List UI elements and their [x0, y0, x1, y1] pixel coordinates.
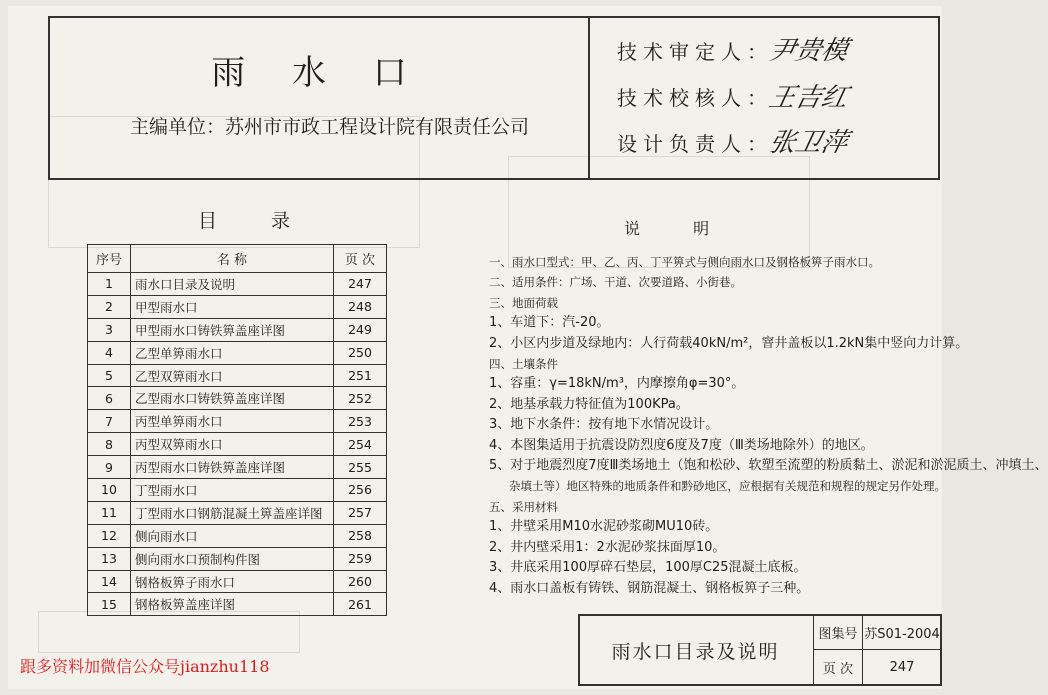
toc-row-no: 12 — [88, 524, 131, 547]
toc-row-page: 255 — [334, 456, 387, 479]
toc-row — [88, 364, 387, 387]
toc-row-name: 丁型雨水口钢筋混凝土箅盖座详图 — [131, 501, 334, 524]
bleed-through-grid — [38, 611, 300, 653]
toc-row-name: 侧向雨水口预制构件图 — [131, 547, 334, 570]
toc-row-page: 254 — [334, 433, 387, 456]
toc-col-no: 序号 — [88, 245, 131, 273]
toc-row-page: 260 — [334, 570, 387, 593]
toc-row-page: 261 — [334, 593, 387, 616]
toc-row-name: 乙型双箅雨水口 — [131, 364, 334, 387]
signature: 尹贵模 — [766, 36, 851, 66]
toc-row — [88, 524, 387, 547]
toc-row-name: 甲型雨水口 — [131, 295, 334, 318]
note-line: 1、车道下：汽-20。 — [489, 315, 610, 331]
signature: 张卫萍 — [766, 128, 851, 158]
toc-row — [88, 501, 387, 524]
toc-row — [88, 570, 387, 593]
toc-row-page: 258 — [334, 524, 387, 547]
title-block-name: 雨水口目录及说明 — [578, 614, 814, 686]
signoff-label: 技术审定人： — [617, 40, 773, 64]
toc-row-name: 钢格板箅子雨水口 — [131, 570, 334, 593]
signoff-label: 设计负责人： — [617, 132, 773, 156]
note-line: 2、地基承载力特征值为100KPa。 — [489, 396, 689, 412]
toc-col-page: 页 次 — [334, 245, 387, 273]
toc-row — [88, 547, 387, 570]
editor-unit: 主编单位：苏州市市政工程设计院有限责任公司 — [130, 116, 530, 138]
toc-row-page: 247 — [334, 273, 387, 296]
toc-row-name: 钢格板箅盖座详图 — [131, 593, 334, 616]
toc-row-name: 雨水口目录及说明 — [131, 273, 334, 296]
toc-row — [88, 387, 387, 410]
toc-row-page: 257 — [334, 501, 387, 524]
toc-row-name: 丙型双箅雨水口 — [131, 433, 334, 456]
signoff-row — [617, 82, 777, 111]
toc-row — [88, 456, 387, 479]
toc-row-name: 乙型单箅雨水口 — [131, 341, 334, 364]
note-line: 3、地下水条件：按有地下水情况设计。 — [489, 417, 719, 433]
note-line: 杂填土等）地区特殊的地质条件和黔砂地区，应根据有关规范和规程的规定另作处理。 — [509, 479, 946, 494]
toc-row — [88, 273, 387, 296]
note-line: 3、井底采用100厚碎石垫层，100厚C25混凝土底板。 — [489, 560, 807, 576]
notes-title: 说 明 — [624, 219, 734, 238]
toc-row-name: 丁型雨水口 — [131, 479, 334, 502]
signoff-row — [617, 36, 777, 65]
toc-row-name: 丙型单箅雨水口 — [131, 410, 334, 433]
toc-row-page: 253 — [334, 410, 387, 433]
note-line: 三、地面荷载 — [489, 295, 558, 310]
toc-row-page: 251 — [334, 364, 387, 387]
toc-row-no: 9 — [88, 456, 131, 479]
toc-row-no: 15 — [88, 593, 131, 616]
toc-row — [88, 433, 387, 456]
toc-row-page: 252 — [334, 387, 387, 410]
note-line: 二、适用条件：广场、干道、次要道路、小街巷。 — [489, 275, 742, 290]
note-line: 五、采用材料 — [489, 499, 558, 514]
toc-row-no: 8 — [88, 433, 131, 456]
toc-row-page: 249 — [334, 318, 387, 341]
toc-row-no: 11 — [88, 501, 131, 524]
toc-row-no: 13 — [88, 547, 131, 570]
toc-row-no: 7 — [88, 410, 131, 433]
toc-row-no: 6 — [88, 387, 131, 410]
toc-row — [88, 479, 387, 502]
toc-row-page: 248 — [334, 295, 387, 318]
toc-row-no: 14 — [88, 570, 131, 593]
note-line: 1、容重：γ=18kN/m³，内摩擦角φ=30°。 — [489, 376, 745, 392]
signature: 王吉红 — [766, 83, 851, 113]
toc-header-row — [88, 245, 387, 273]
note-line: 4、雨水口盖板有铸铁、钢筋混凝土、钢格板箅子三种。 — [489, 580, 810, 596]
toc-row-page: 250 — [334, 341, 387, 364]
page-label: 页 次 — [813, 649, 863, 686]
toc-table — [87, 244, 387, 616]
page-title: 雨 水 口 — [211, 53, 425, 93]
toc-row-no: 10 — [88, 479, 131, 502]
toc-row-name: 侧向雨水口 — [131, 524, 334, 547]
toc-row — [88, 410, 387, 433]
toc-row-no: 4 — [88, 341, 131, 364]
toc-row — [88, 593, 387, 616]
toc-title: 目 录 — [198, 210, 315, 232]
toc-row — [88, 295, 387, 318]
toc-row-name: 甲型雨水口铸铁箅盖座详图 — [131, 318, 334, 341]
note-line: 4、本图集适用于抗震设防烈度6度及7度（Ⅲ类场地除外）的地区。 — [489, 437, 874, 453]
note-line: 2、小区内步道及绿地内：人行荷载40kN/m²，窨井盖板以1.2kN集中竖向力计算。 — [489, 335, 969, 351]
toc-col-name: 名 称 — [131, 245, 334, 273]
toc-row-no: 1 — [88, 273, 131, 296]
note-line: 1、井壁采用M10水泥砂浆砌MU10砖。 — [489, 519, 719, 535]
toc-row — [88, 341, 387, 364]
note-line: 5、对于地震烈度7度Ⅲ类场地土（饱和松砂、软塑至流塑的粉质黏土、淤泥和淤泥质土、冲填土、 — [489, 458, 1048, 474]
toc-row-name: 乙型雨水口铸铁箅盖座详图 — [131, 387, 334, 410]
atlas-label: 图集号 — [813, 614, 863, 650]
note-line: 四、土壤条件 — [489, 357, 558, 372]
watermark-text: 跟多资料加微信公众号jianzhu118 — [20, 657, 270, 676]
toc-row — [88, 318, 387, 341]
signoff-label: 技术校核人： — [617, 86, 773, 110]
toc-row-no: 5 — [88, 364, 131, 387]
toc-row-no: 3 — [88, 318, 131, 341]
toc-row-name: 丙型雨水口铸铁箅盖座详图 — [131, 456, 334, 479]
header-divider — [588, 16, 590, 180]
signoff-row — [617, 128, 777, 157]
toc-row-page: 259 — [334, 547, 387, 570]
atlas-number: 苏S01-2004 — [862, 614, 942, 650]
note-line: 一、雨水口型式：甲、乙、丙、丁平箅式与侧向雨水口及钢格板箅子雨水口。 — [489, 255, 880, 269]
notes-body — [489, 252, 1048, 599]
toc-row-no: 2 — [88, 295, 131, 318]
page-number: 247 — [862, 649, 942, 686]
note-line: 2、井内壁采用1：2水泥砂浆抹面厚10。 — [489, 539, 726, 555]
toc-row-page: 256 — [334, 479, 387, 502]
